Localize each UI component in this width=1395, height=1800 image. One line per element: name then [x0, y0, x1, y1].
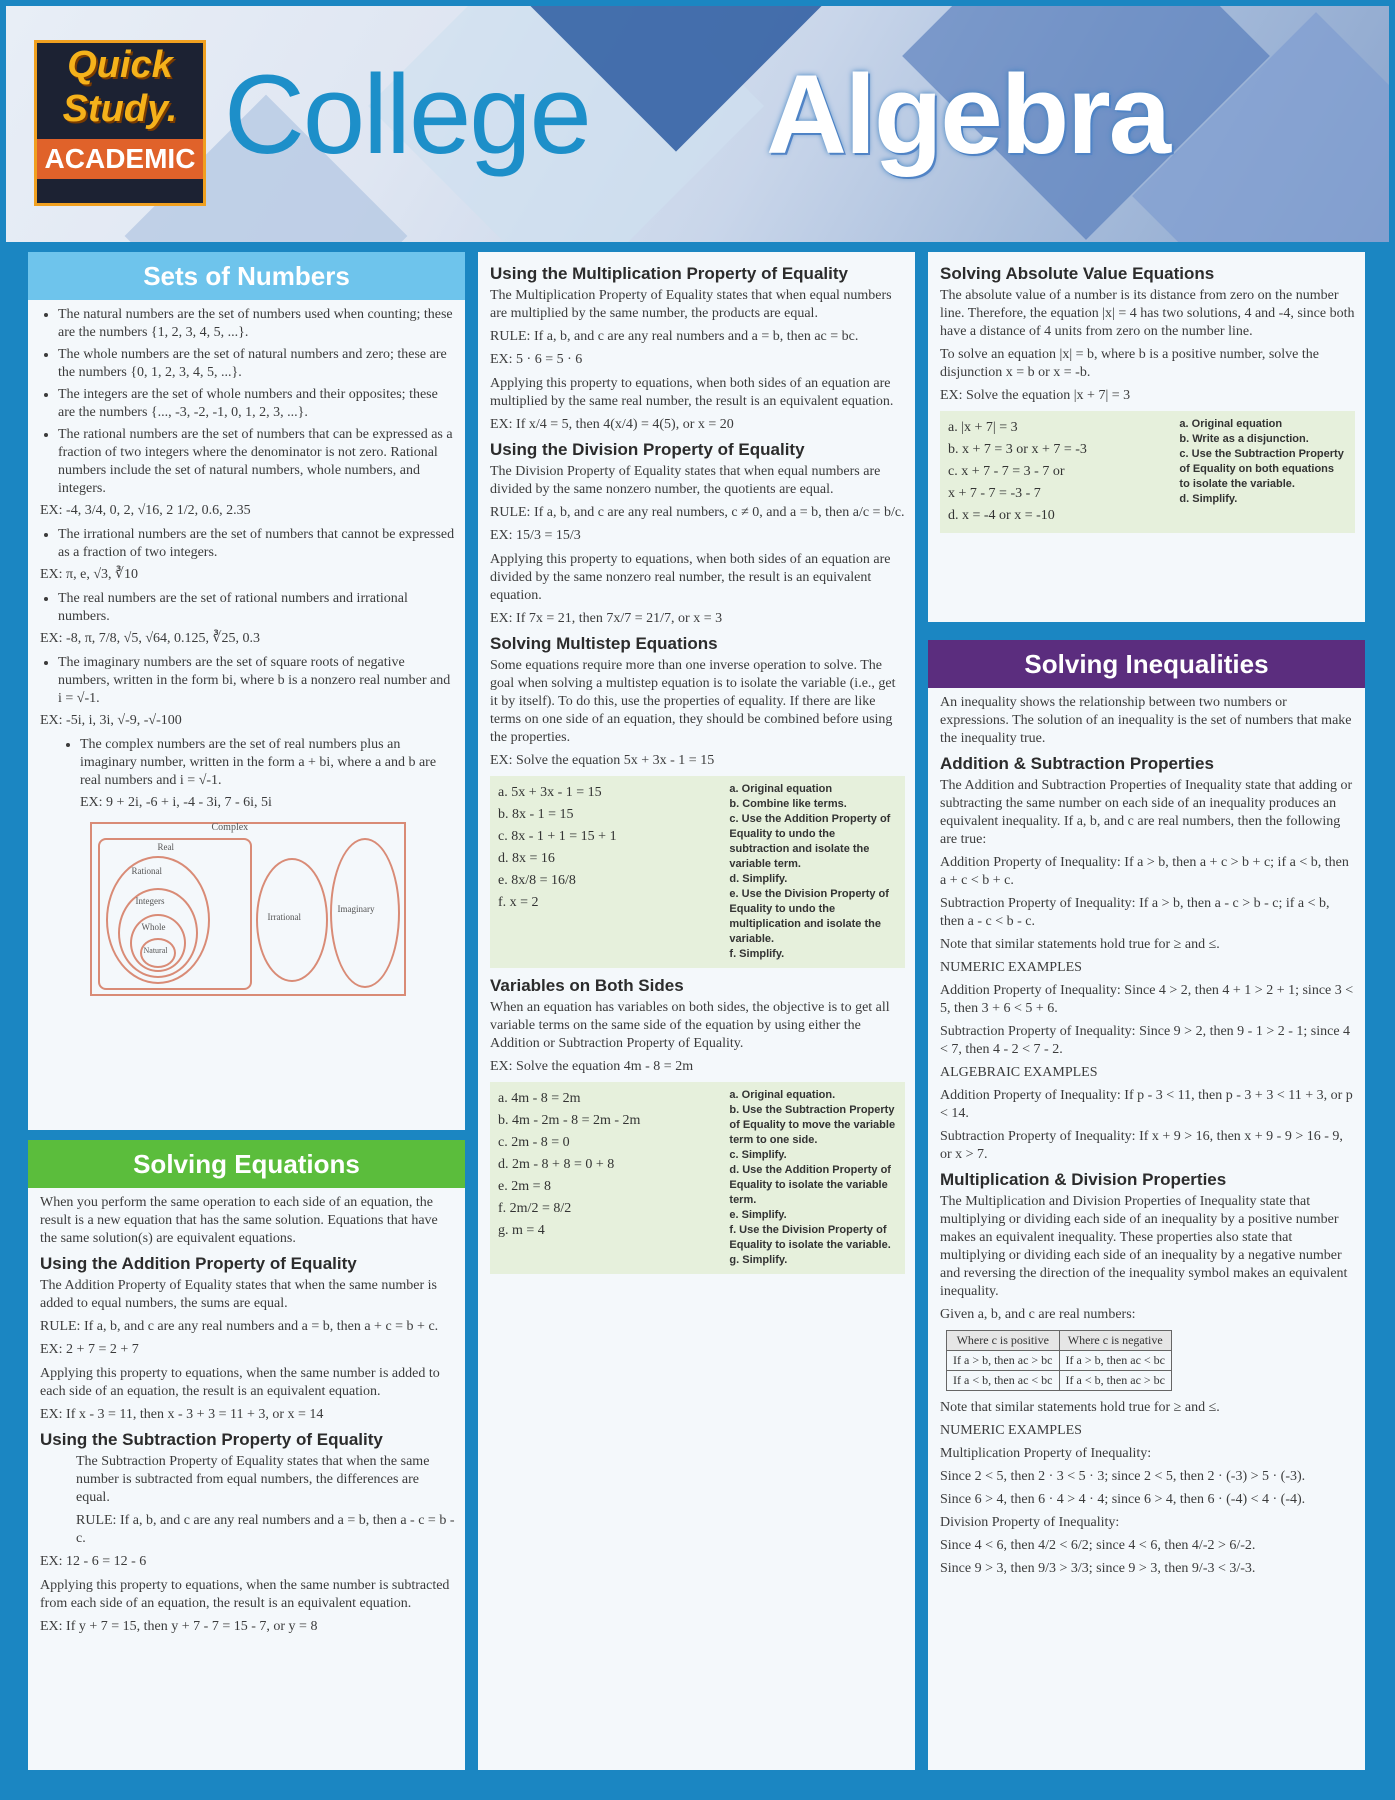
paragraph: Subtraction Property of Inequality: If a > b, then a - c > b - c; if a < b, then a - c < b - c.: [940, 896, 1330, 929]
solution-step: d. 2m - 8 + 8 = 0 + 8: [498, 1157, 615, 1172]
solution-note: a. Original equation: [729, 783, 833, 795]
diagram-label: Real: [157, 842, 174, 852]
solution-note: d. Simplify.: [729, 873, 788, 885]
solution-step: e. 2m = 8: [498, 1179, 551, 1194]
solution-step: b. 8x - 1 = 15: [498, 807, 574, 822]
solution-note: f. Use the Division Property of Equality to isolate the variable.: [729, 1224, 891, 1251]
number-set-list: [40, 654, 455, 708]
solution-step: c. 2m - 8 = 0: [498, 1135, 570, 1150]
list-item: • The integers are the set of whole numbers and their opposites; these are the numbers {..., -3, -2, -1, 0, 1, 2, 3, ...}.: [58, 386, 455, 422]
example: EX: 15/3 = 15/3: [490, 528, 581, 543]
section-heading: Sets of Numbers: [28, 252, 465, 300]
absolute-value-panel: [928, 252, 1365, 622]
example: EX: -4, 3/4, 0, 2, √16, 2 1/2, 0.6, 2.35: [40, 503, 251, 518]
natural-set-oval: [140, 938, 176, 968]
example: EX: Solve the equation |x + 7| = 3: [940, 388, 1131, 403]
logo-text: ACADEMIC: [37, 139, 203, 179]
solution-step: a. 4m - 8 = 2m: [498, 1091, 581, 1106]
paragraph: NUMERIC EXAMPLES: [940, 960, 1082, 975]
number-set-list: [40, 306, 455, 498]
paragraph: Multiplication Property of Inequality:: [940, 1446, 1152, 1461]
section-heading: Solving Equations: [28, 1140, 465, 1188]
paragraph: When an equation has variables on both sides, the objective is to get all variable terms on the same side of the equation by using either the Addition or Subtraction Property of Equality.: [490, 1000, 890, 1051]
table-header-row: [947, 1331, 1172, 1351]
section-heading: Solving Inequalities: [928, 640, 1365, 688]
table-cell: If a < b, then ac < bc: [947, 1371, 1060, 1391]
diagram-label: Rational: [131, 866, 162, 876]
list-item: • The natural numbers are the set of numbers used when counting; these are the numbers {1, 2, 3, 4, 5, ...}.: [58, 306, 455, 342]
solution-step: c. x + 7 - 7 = 3 - 7 or: [948, 464, 1065, 479]
table-cell: If a > b, then ac < bc: [1059, 1351, 1172, 1371]
solution-step: a. |x + 7| = 3: [948, 420, 1018, 435]
example: EX: 9 + 2i, -6 + i, -4 - 3i, 7 - 6i, 5i: [80, 795, 272, 810]
example: EX: Solve the equation 5x + 3x - 1 = 15: [490, 753, 715, 768]
paragraph: The Addition and Subtraction Properties of Inequality state that adding or subtracting the same number on each side of an inequality produces an equivalent inequality. If a, b, and c are real numbers, then the following are true:: [940, 778, 1353, 847]
table-cell: If a > b, then ac > bc: [947, 1351, 1060, 1371]
rule: RULE: If a, b, and c are any real numbers and a = b, then ac = bc.: [490, 329, 859, 344]
paragraph: The Multiplication Property of Equality states that when equal numbers are multiplied by the same number, the products are equal.: [490, 288, 892, 321]
rule: RULE: If a, b, and c are any real numbers and a = b, then a + c = b + c.: [40, 1319, 439, 1334]
solution-step: b. 4m - 2m - 8 = 2m - 2m: [498, 1113, 641, 1128]
diagram-label: Integers: [135, 896, 165, 906]
solution-note: c. Use the Subtraction Property of Equality on both equations to isolate the variable.: [1179, 448, 1344, 490]
title-banner: [6, 6, 1389, 242]
solution-note: e. Simplify.: [729, 1209, 787, 1221]
paragraph: Applying this property to equations, when the same number is added to each side of an equation, the result is an equivalent equation.: [40, 1366, 440, 1399]
paragraph: Applying this property to equations, when both sides of an equation are multiplied by the same real number, the result is an equivalent equation.: [490, 376, 894, 409]
solution-notes: [1179, 417, 1347, 507]
title-algebra: Algebra: [766, 52, 1169, 177]
paragraph: Addition Property of Inequality: If p - 3 < 11, then p - 3 + 3 < 11 + 3, or p < 14.: [940, 1088, 1353, 1121]
inequality-table: [946, 1330, 1172, 1391]
paragraph: When you perform the same operation to each side of an equation, the result is a new equation that has the same solution. Equations that have the same solution(s) are equivalent equations.: [40, 1195, 438, 1246]
paragraph: Division Property of Inequality:: [940, 1515, 1120, 1530]
example: EX: 12 - 6 = 12 - 6: [40, 1554, 147, 1569]
paragraph: Subtraction Property of Inequality: Since 9 > 2, then 9 - 1 > 2 - 1; since 4 < 7, then 4 - 2 < 7 - 2.: [940, 1024, 1351, 1057]
quickstudy-logo: [34, 40, 206, 206]
paragraph: Since 2 < 5, then 2 · 3 < 5 · 3; since 2 < 5, then 2 · (-3) > 5 · (-3).: [940, 1469, 1306, 1484]
paragraph: ALGEBRAIC EXAMPLES: [940, 1065, 1098, 1080]
paragraph: The Division Property of Equality states that when equal numbers are divided by the same nonzero number, the quotients are equal.: [490, 464, 881, 497]
list-item: • The irrational numbers are the set of numbers that cannot be expressed as a fraction of two integers.: [58, 526, 455, 562]
subheading: Solving Absolute Value Equations: [940, 264, 1215, 283]
absolute-value-solution-box: [940, 411, 1355, 533]
paragraph: The Addition Property of Equality states that when the same number is added to equal numbers, the sums are equal.: [40, 1278, 437, 1311]
diagram-label: Whole: [141, 922, 166, 932]
diagram-label: Imaginary: [337, 904, 375, 914]
solution-note: a. Original equation: [1179, 418, 1283, 430]
multistep-solution-box: [490, 776, 905, 968]
imaginary-set-oval: [330, 838, 400, 988]
solution-step: g. m = 4: [498, 1223, 545, 1238]
list-item: • The real numbers are the set of rational numbers and irrational numbers.: [58, 590, 455, 626]
rule: RULE: If a, b, and c are any real numbers, c ≠ 0, and a = b, then a/c = b/c.: [490, 505, 905, 520]
diagram-label: Complex: [211, 822, 249, 833]
paragraph: Note that similar statements hold true for ≥ and ≤.: [940, 937, 1220, 952]
paragraph: Since 9 > 3, then 9/3 > 3/3; since 9 > 3, then 9/-3 < 3/-3.: [940, 1561, 1256, 1576]
solution-steps: [948, 417, 1179, 527]
table-cell: If a < b, then ac > bc: [1059, 1371, 1172, 1391]
sets-of-numbers-panel: [28, 252, 465, 1130]
table-header: Where c is negative: [1059, 1331, 1172, 1351]
paragraph: Applying this property to equations, when both sides of an equation are divided by the same nonzero real number, the result is an equivalent equation.: [490, 552, 891, 603]
subheading: Multiplication & Division Properties: [940, 1170, 1227, 1189]
paragraph: Subtraction Property of Inequality: If x + 9 > 16, then x + 9 - 9 > 16 - 9, or x > 7.: [940, 1129, 1343, 1162]
diagram-label: Natural: [143, 946, 168, 955]
solution-notes: [729, 1088, 897, 1268]
list-item: • The imaginary numbers are the set of square roots of negative numbers, written in the form bi, where b is a nonzero real number and i = √-1.: [58, 654, 455, 708]
paragraph: To solve an equation |x| = b, where b is a positive number, solve the disjunction x = b or x = -b.: [940, 347, 1319, 380]
solution-steps: [498, 1088, 729, 1242]
table-row: [947, 1371, 1172, 1391]
solution-note: c. Simplify.: [729, 1149, 787, 1161]
solution-note: b. Write as a disjunction.: [1179, 433, 1309, 445]
solution-step: c. 8x - 1 + 1 = 15 + 1: [498, 829, 617, 844]
example: EX: Solve the equation 4m - 8 = 2m: [490, 1059, 694, 1074]
subheading: Using the Addition Property of Equality: [40, 1254, 357, 1273]
solving-equations-panel: [28, 1140, 465, 1770]
real-set-oval: [98, 838, 252, 990]
rule: RULE: If a, b, and c are any real numbers and a = b, then a - c = b - c.: [76, 1513, 455, 1546]
title-college: College: [224, 52, 590, 177]
paragraph: Given a, b, and c are real numbers:: [940, 1307, 1136, 1322]
paragraph: Since 4 < 6, then 4/2 < 6/2; since 4 < 6, then 4/-2 > 6/-2.: [940, 1538, 1256, 1553]
paragraph: Since 6 > 4, then 6 · 4 > 4 · 4; since 6 > 4, then 6 · (-4) < 4 · (-4).: [940, 1492, 1306, 1507]
list-item: • The whole numbers are the set of natural numbers and zero; these are the numbers {0, 1, 2, 3, 4, 5, ...}.: [58, 346, 455, 382]
paragraph: The absolute value of a number is its distance from zero on the number line. Therefore, the equation |x| = 4 has two solutions, 4 and -4, since both have a distance of 4 units from zero on the number line.: [940, 288, 1355, 339]
paragraph: Addition Property of Inequality: If a > b, then a + c > b + c; if a < b, then a + c < b + c.: [940, 855, 1349, 888]
subheading: Addition & Subtraction Properties: [940, 754, 1214, 773]
diagram-label: Irrational: [267, 912, 301, 922]
solution-step: f. 2m/2 = 8/2: [498, 1201, 572, 1216]
solution-note: c. Use the Addition Property of Equality to undo the subtraction and isolate the variable term.: [729, 813, 891, 870]
paragraph: Applying this property to equations, when the same number is subtracted from each side of an equation, the result is an equivalent equation.: [40, 1578, 450, 1611]
paragraph: NUMERIC EXAMPLES: [940, 1423, 1082, 1438]
paragraph: The Subtraction Property of Equality states that when the same number is subtracted from equal numbers, the differences are equal.: [76, 1454, 430, 1505]
solution-note: d. Simplify.: [1179, 493, 1238, 505]
example: EX: If 7x = 21, then 7x/7 = 21/7, or x = 3: [490, 611, 723, 626]
paragraph: Addition Property of Inequality: Since 4 > 2, then 4 + 1 > 2 + 1; since 3 < 5, then 3 + 6 < 5 + 6.: [940, 983, 1354, 1016]
table-header: Where c is positive: [947, 1331, 1060, 1351]
rational-set-oval: [106, 856, 210, 984]
solution-note: f. Simplify.: [729, 948, 785, 960]
solution-step: d. 8x = 16: [498, 851, 555, 866]
solution-step: e. 8x/8 = 16/8: [498, 873, 576, 888]
solution-notes: [729, 782, 897, 962]
solution-note: a. Original equation.: [729, 1089, 836, 1101]
subheading: Using the Multiplication Property of Equality: [490, 264, 848, 283]
number-set-list: [40, 590, 455, 626]
solution-step: a. 5x + 3x - 1 = 15: [498, 785, 602, 800]
paragraph: Some equations require more than one inverse operation to solve. The goal when solving a multistep equation is to isolate the variable (i.e., get it by itself). To do this, use the properties of equality. If there are like terms on one side of an equation, they should be combined before using the properties.: [490, 658, 896, 745]
example: EX: -8, π, 7/8, √5, √64, 0.125, ∛25, 0.3: [40, 631, 260, 646]
paragraph: Note that similar statements hold true for ≥ and ≤.: [940, 1400, 1220, 1415]
paragraph: An inequality shows the relationship between two numbers or expressions. The solution of an inequality is the set of numbers that make the inequality true.: [940, 695, 1352, 746]
table-row: [947, 1351, 1172, 1371]
example: EX: -5i, i, 3i, √-9, -√-100: [40, 713, 182, 728]
solution-note: b. Use the Subtraction Property of Equality to move the variable term to one side.: [729, 1104, 896, 1146]
example: EX: π, e, √3, ∛10: [40, 567, 138, 582]
number-set-list: [40, 526, 455, 562]
whole-set-oval: [130, 914, 186, 972]
equality-properties-panel: [478, 252, 915, 1770]
solution-note: e. Use the Division Property of Equality to undo the multiplication and isolate the variable.: [729, 888, 889, 945]
solution-steps: [498, 782, 729, 914]
example: EX: 5 · 6 = 5 · 6: [490, 352, 583, 367]
integer-set-oval: [118, 888, 198, 978]
solution-note: d. Use the Addition Property of Equality to isolate the variable term.: [729, 1164, 891, 1206]
solution-note: g. Simplify.: [729, 1254, 788, 1266]
example: EX: If x/4 = 5, then 4(x/4) = 4(5), or x = 20: [490, 417, 734, 432]
solution-step: d. x = -4 or x = -10: [948, 508, 1055, 523]
example: EX: If x - 3 = 11, then x - 3 + 3 = 11 + 3, or x = 14: [40, 1407, 324, 1422]
list-item: • The rational numbers are the set of numbers that can be expressed as a fraction of two integers where the denominator is not zero. Rational numbers include the set of natural numbers, whole numbers, and integers.: [58, 426, 455, 498]
subheading: Using the Division Property of Equality: [490, 440, 805, 459]
number-set-list: [40, 736, 455, 790]
logo-text: Study.: [62, 88, 178, 130]
solution-step: f. x = 2: [498, 895, 539, 910]
subheading: Variables on Both Sides: [490, 976, 684, 995]
irrational-set-oval: [256, 858, 328, 982]
both-sides-solution-box: [490, 1082, 905, 1274]
list-item: • The complex numbers are the set of real numbers plus an imaginary number, written in the form a + bi, where a and b are real numbers and i = √-1.: [80, 736, 455, 790]
solution-note: b. Combine like terms.: [729, 798, 847, 810]
solution-step: b. x + 7 = 3 or x + 7 = -3: [948, 442, 1087, 457]
inequalities-panel: [928, 640, 1365, 1770]
subheading: Using the Subtraction Property of Equality: [40, 1430, 383, 1449]
logo-text: Quick: [67, 44, 173, 86]
solution-step: x + 7 - 7 = -3 - 7: [948, 486, 1041, 501]
subheading: Solving Multistep Equations: [490, 634, 718, 653]
paragraph: The Multiplication and Division Properties of Inequality state that multiplying or dividing each side of an inequality by a positive number makes an equivalent inequality. These properties also state that multiplying or dividing each side of an inequality by a negative number and reversing the direction of the inequality symbol makes an equivalent inequality.: [940, 1194, 1348, 1299]
example: EX: 2 + 7 = 2 + 7: [40, 1342, 139, 1357]
number-set-diagram: [90, 822, 406, 996]
example: EX: If y + 7 = 15, then y + 7 - 7 = 15 - 7, or y = 8: [40, 1619, 318, 1634]
